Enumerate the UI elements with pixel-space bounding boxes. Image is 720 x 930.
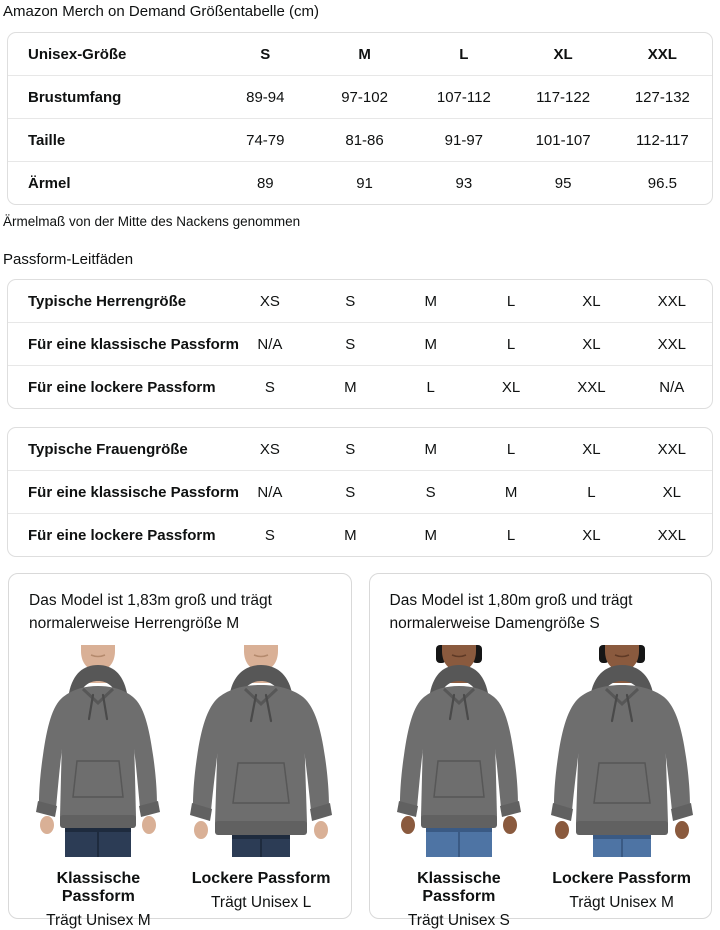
table-row	[8, 428, 712, 470]
column-header: S	[260, 45, 271, 63]
size-cell: 74-79	[246, 131, 285, 149]
size-cell: 97-102	[341, 88, 388, 106]
fit-cell: M	[504, 483, 518, 501]
size-cell: 91-97	[444, 131, 484, 149]
fit-cell: L	[587, 483, 596, 501]
row-label: Für eine klassische Passform	[28, 483, 239, 501]
fit-cell: XXL	[657, 335, 686, 353]
column-header: L	[459, 45, 469, 63]
size-cell: 81-86	[345, 131, 384, 149]
table-row	[8, 322, 712, 365]
size-cell: 91	[356, 174, 373, 192]
fit-cell: N/A	[257, 335, 283, 353]
fit-cell: M	[424, 526, 437, 544]
model-description: Das Model ist 1,83m groß und trägt normalerweise Herrengröße M	[29, 592, 272, 632]
figure-fit-label: Lockere Passform	[552, 870, 691, 887]
figure-fit-label: Lockere Passform	[191, 870, 331, 887]
model-card-men	[8, 573, 352, 929]
table-row	[8, 365, 712, 408]
fit-cell: S	[425, 483, 436, 501]
size-cell: 101-107	[535, 131, 591, 149]
figure-size-label: Trägt Unisex M	[569, 894, 674, 911]
male-model-loose-fit-photo	[186, 645, 336, 857]
fit-cell: XXL	[657, 440, 686, 458]
fit-table-women	[7, 427, 713, 557]
column-header: XL	[553, 45, 573, 63]
fit-cell: XS	[259, 292, 280, 310]
row-label: Für eine lockere Passform	[28, 378, 216, 396]
size-cell: 117-122	[536, 88, 591, 106]
fit-cell: XL	[582, 292, 601, 310]
fit-cell: XXL	[577, 378, 606, 396]
figure-fit-label: Klassische Passform	[417, 870, 501, 905]
row-label: Brustumfang	[28, 88, 122, 106]
model-figure	[184, 645, 339, 930]
row-label: Typische Frauengröße	[28, 440, 188, 458]
fit-cell: XS	[259, 440, 280, 458]
fit-cell: XL	[662, 483, 681, 501]
table-row	[8, 75, 712, 118]
fit-cell: L	[506, 440, 516, 458]
size-cell: 93	[455, 174, 473, 192]
table-row	[8, 161, 712, 204]
size-cell: 112-117	[635, 131, 689, 149]
model-figure	[382, 645, 537, 930]
fit-table-men	[7, 279, 713, 409]
fit-cell: L	[506, 292, 516, 310]
table-row	[8, 513, 712, 556]
size-cell: 95	[554, 174, 572, 192]
row-label: Ärmel	[28, 174, 71, 192]
size-cell: 127-132	[634, 88, 690, 106]
fit-cell: XL	[501, 378, 521, 396]
fit-cell: M	[344, 378, 357, 396]
fit-cell: XXL	[657, 292, 686, 310]
row-label: Taille	[28, 131, 66, 149]
fit-cell: M	[424, 335, 437, 353]
fit-cell: S	[264, 378, 275, 396]
fit-cell: N/A	[659, 378, 685, 396]
figure-size-label: Trägt Unisex M	[46, 912, 151, 929]
size-cell: 96.5	[647, 174, 677, 192]
size-cell: 107-112	[436, 88, 491, 106]
column-header: M	[358, 45, 371, 63]
model-description: Das Model ist 1,80m groß und trägt normalerweise Damengröße S	[389, 592, 633, 632]
fit-cell: S	[345, 292, 356, 310]
fit-cell: N/A	[257, 483, 283, 501]
fit-cell: M	[424, 440, 437, 458]
table-row	[8, 118, 712, 161]
size-cell: 89	[256, 174, 274, 192]
fit-cell: L	[426, 378, 435, 396]
model-cards	[8, 573, 712, 929]
fit-cell: S	[345, 483, 356, 501]
fit-cell: XXL	[657, 526, 686, 544]
size-table	[7, 32, 713, 205]
male-model-classic-fit-photo	[23, 645, 173, 857]
fit-guides-heading: Passform-Leitfäden	[3, 251, 134, 268]
fit-cell: M	[344, 526, 357, 544]
size-cell: 89-94	[246, 88, 285, 106]
model-figure	[544, 645, 699, 930]
model-figure	[21, 645, 176, 930]
row-label: Für eine lockere Passform	[28, 526, 216, 544]
column-header: XXL	[647, 45, 677, 63]
row-label: Für eine klassische Passform	[28, 335, 239, 353]
female-model-loose-fit-photo	[547, 645, 697, 857]
fit-cell: L	[506, 335, 516, 353]
fit-cell: XL	[582, 335, 601, 353]
table-row	[8, 470, 712, 513]
fit-cell: L	[506, 526, 516, 544]
row-label: Typische Herrengröße	[28, 292, 187, 310]
page-title: Amazon Merch on Demand Größentabelle (cm)	[3, 3, 319, 20]
model-card-women	[369, 573, 713, 929]
fit-cell: XL	[582, 440, 601, 458]
size-table-header-label: Unisex-Größe	[28, 45, 127, 63]
fit-cell: XL	[582, 526, 601, 544]
measurement-note: Ärmelmaß von der Mitte des Nackens genommen	[3, 214, 301, 229]
figure-fit-label: Klassische Passform	[56, 870, 141, 905]
female-model-classic-fit-photo	[384, 645, 534, 857]
fit-cell: S	[264, 526, 275, 544]
fit-cell: M	[424, 292, 437, 310]
table-row	[8, 280, 712, 322]
fit-cell: S	[345, 440, 356, 458]
figure-size-label: Trägt Unisex S	[407, 912, 510, 929]
size-table-header-row	[8, 33, 712, 75]
figure-size-label: Trägt Unisex L	[211, 894, 312, 911]
fit-cell: S	[345, 335, 356, 353]
